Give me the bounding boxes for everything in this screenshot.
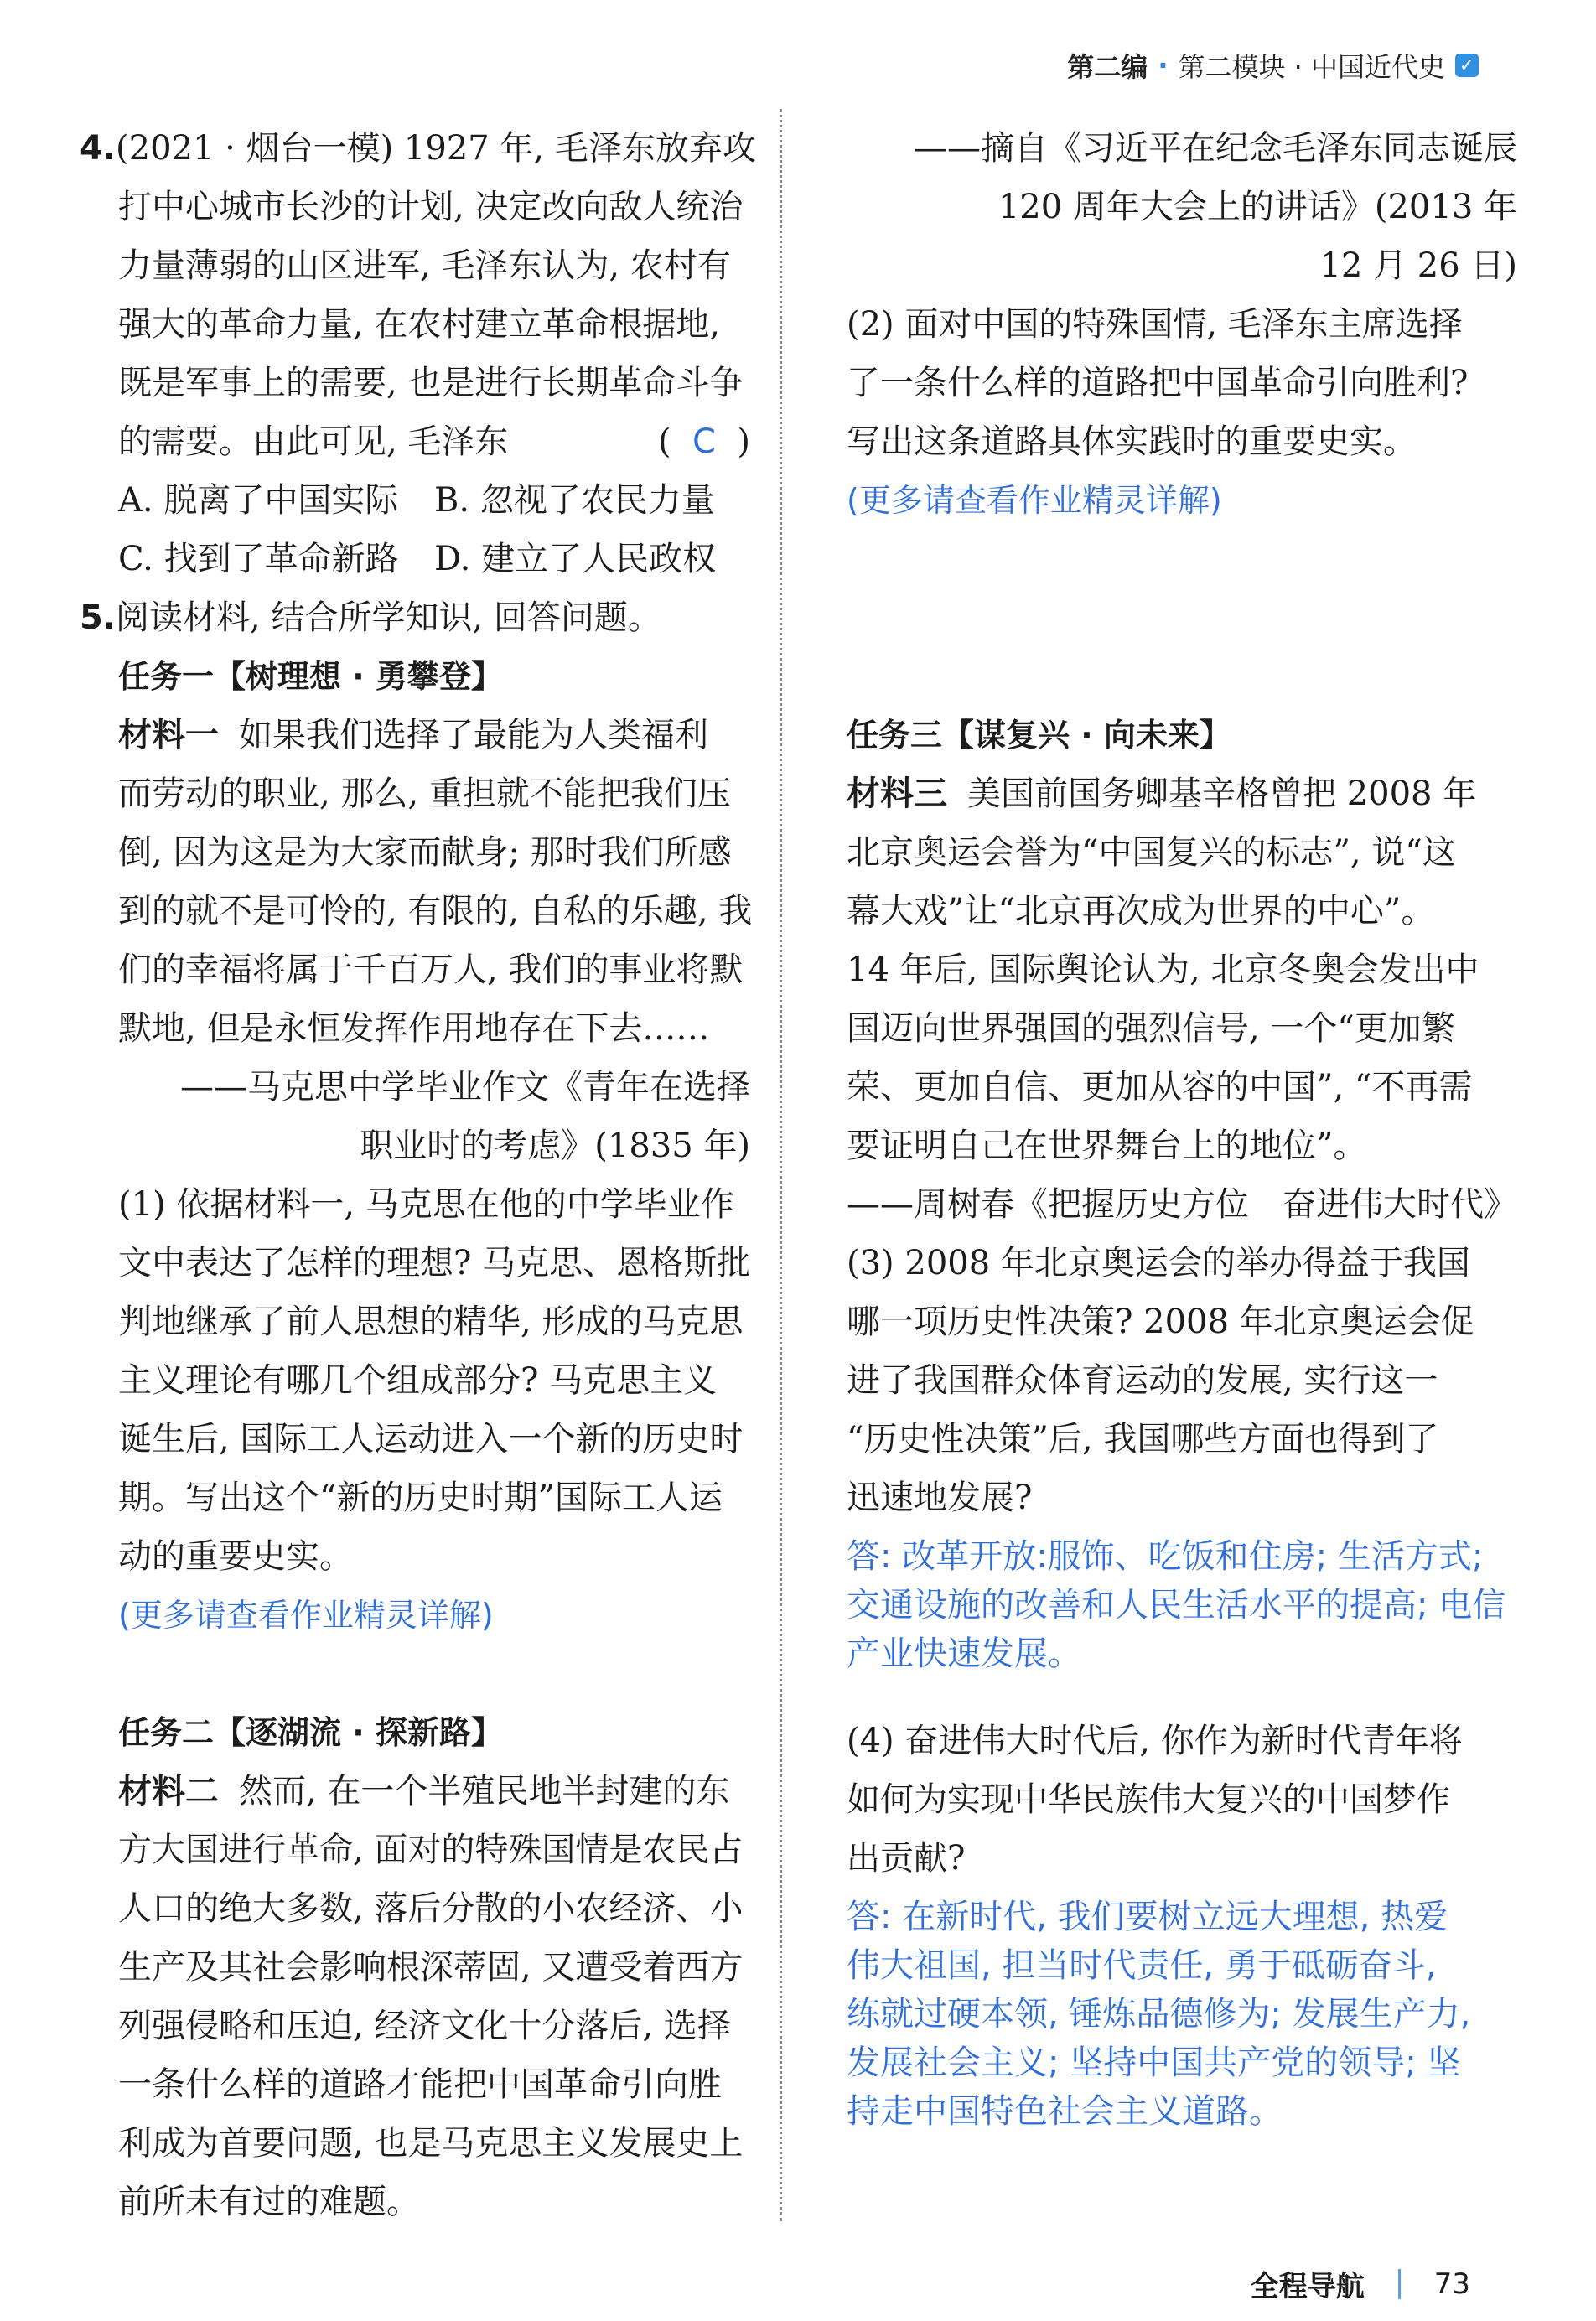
material-text-line: 14 年后, 国际舆论认为, 北京冬奥会发出中 xyxy=(847,951,1479,989)
answer-3 xyxy=(847,1532,1517,1678)
material-text-line: 而劳动的职业, 那么, 重担就不能把我们压 xyxy=(118,775,731,813)
material-text-line: 们的幸福将属于千百万人, 我们的事业将默 xyxy=(118,951,744,989)
question-number: 4. xyxy=(80,129,117,168)
subquestion-line: (3) 2008 年北京奥运会的举办得益于我国 xyxy=(847,1244,1470,1282)
more-details-link[interactable]: (更多请查看作业精灵详解) xyxy=(118,1597,494,1634)
material-text-line: 美国前国务卿基辛格曾把 2008 年 xyxy=(967,775,1477,813)
answer-line: 答: 在新时代, 我们要树立远大理想, 热爱 xyxy=(847,1898,1448,1936)
material-text-line: 生产及其社会影响根深蒂固, 又遭受着西方 xyxy=(118,1948,744,1987)
header-module: 第二模块 · 中国近代史 xyxy=(1178,51,1445,83)
material-text-line: 方大国进行革命, 面对的特殊国情是农民占 xyxy=(118,1831,744,1869)
material-text-line: 北京奥运会誉为“中国复兴的标志”, 说“这 xyxy=(847,833,1456,872)
answer-letter: C xyxy=(692,422,716,461)
question-text-line: 强大的革命力量, 在农村建立革命根据地, xyxy=(118,305,721,344)
material-text-line: 幕大戏”让“北京再次成为世界的中心”。 xyxy=(847,892,1435,930)
page-number: 73 xyxy=(1433,2267,1470,2301)
answer-line: 伟大祖国, 担当时代责任, 勇于砥砺奋斗, xyxy=(847,1946,1437,1985)
material-text-line: 默地, 但是永恒发挥作用地存在下去…… xyxy=(118,1009,710,1048)
subquestion-line: 进了我国群众体育运动的发展, 实行这一 xyxy=(847,1361,1438,1400)
question-intro: 阅读材料, 结合所学知识, 回答问题。 xyxy=(116,598,661,637)
subquestion-line: (4) 奋进伟大时代后, 你作为新时代青年将 xyxy=(847,1722,1463,1760)
subquestion-line: 迅速地发展? xyxy=(847,1479,1033,1517)
question-number: 5. xyxy=(80,598,117,637)
subquestion-line: 判地继承了前人思想的精华, 形成的马克思 xyxy=(118,1303,744,1341)
material-source: 120 周年大会上的讲话》(2013 年 xyxy=(998,188,1517,226)
material-source: ——周树春《把握历史方位 奋进伟大时代》 xyxy=(847,1185,1517,1224)
options-row xyxy=(80,471,750,530)
material-source: ——摘自《习近平在纪念毛泽东同志诞辰 xyxy=(914,129,1517,168)
subquestion-line: 诞生后, 国际工人运动进入一个新的历史时 xyxy=(118,1420,744,1458)
answer-line: 持走中国特色社会主义道路。 xyxy=(847,2092,1282,2131)
question-text-line: 打中心城市长沙的计划, 决定改向敌人统治 xyxy=(118,188,744,226)
answer-line: 产业快速发展。 xyxy=(847,1635,1081,1673)
material-text-line: 前所未有过的难题。 xyxy=(118,2183,420,2221)
question-text-line: (2021 · 烟台一模) 1927 年, 毛泽东放弃攻 xyxy=(116,129,756,168)
checkmark-icon: ✓ xyxy=(1455,54,1479,77)
answer-bracket: ( C ) xyxy=(657,422,750,461)
material-text-line: 要证明自己在世界舞台上的地位”。 xyxy=(847,1127,1367,1165)
subquestion-line: “历史性决策”后, 我国哪些方面也得到了 xyxy=(847,1420,1439,1458)
subquestion-line: 写出这条道路具体实践时的重要史实。 xyxy=(847,422,1417,461)
material-text-line: 然而, 在一个半殖民地半封建的东 xyxy=(239,1772,730,1811)
subquestion-line: 动的重要史实。 xyxy=(118,1537,353,1576)
material-text-line: 利成为首要问题, 也是马克思主义发展史上 xyxy=(118,2124,744,2163)
left-column xyxy=(80,119,756,2231)
answer-4 xyxy=(847,1893,1517,2136)
material-2-label: 材料二 xyxy=(118,1772,219,1811)
material-source: 职业时的考虑》(1835 年) xyxy=(360,1127,750,1165)
material-3-label: 材料三 xyxy=(847,775,947,813)
header-part: 第二编 xyxy=(1067,51,1148,83)
more-details-link[interactable]: (更多请查看作业精灵详解) xyxy=(847,482,1222,519)
options-row xyxy=(80,530,750,588)
answer-line: 交通设施的改善和人民生活水平的提高; 电信 xyxy=(847,1586,1506,1624)
material-text-line: 列强侵略和压迫, 经济文化十分落后, 选择 xyxy=(118,2007,731,2045)
answer-line: 发展社会主义; 坚持中国共产党的领导; 坚 xyxy=(847,2044,1461,2082)
subquestion-line: 了一条什么样的道路把中国革命引向胜利? xyxy=(847,364,1469,402)
header-dot: · xyxy=(1158,49,1168,81)
question-text-line: 的需要。由此可见, 毛泽东 xyxy=(118,422,509,461)
subquestion-line: 文中表达了怎样的理想? 马克思、恩格斯批 xyxy=(118,1244,751,1282)
page-footer xyxy=(1251,2263,1470,2304)
material-1-label: 材料一 xyxy=(118,716,219,754)
material-text-line: 国迈向世界强国的强烈信号, 一个“更加繁 xyxy=(847,1009,1455,1048)
subquestion-line: 主义理论有哪几个组成部分? 马克思主义 xyxy=(118,1361,718,1400)
option-a: A. 脱离了中国实际 xyxy=(118,481,399,520)
footer-separator xyxy=(1398,2269,1401,2299)
question-text-line: 既是军事上的需要, 也是进行长期革命斗争 xyxy=(118,364,744,402)
task-3-heading: 任务三【谋复兴 · 向未来】 xyxy=(847,717,1231,754)
subquestion-line: (2) 面对中国的特殊国情, 毛泽东主席选择 xyxy=(847,305,1463,344)
material-text-line: 一条什么样的道路才能把中国革命引向胜 xyxy=(118,2065,722,2104)
option-d: D. 建立了人民政权 xyxy=(434,540,717,578)
subquestion-line: 如何为实现中华民族伟大复兴的中国梦作 xyxy=(847,1780,1450,1819)
material-text-line: 荣、更加自信、更加从容的中国”, “不再需 xyxy=(847,1068,1473,1106)
option-b: B. 忽视了农民力量 xyxy=(434,481,715,520)
subquestion-line: 出贡献? xyxy=(847,1839,966,1878)
question-5 xyxy=(80,588,753,2231)
material-text-line: 如果我们选择了最能为人类福利 xyxy=(239,716,708,754)
footer-title: 全程导航 xyxy=(1250,2270,1365,2303)
question-4 xyxy=(80,119,756,588)
column-divider xyxy=(780,109,782,2221)
answer-line: 练就过硬本领, 锤炼品德修为; 发展生产力, xyxy=(847,1995,1471,2033)
running-header xyxy=(1067,46,1479,85)
material-text-line: 人口的绝大多数, 落后分散的小农经济、小 xyxy=(118,1889,744,1928)
material-text-line: 到的就不是可怜的, 有限的, 自私的乐趣, 我 xyxy=(118,892,753,930)
task-2-heading: 任务二【逐湖流 · 探新路】 xyxy=(118,1714,503,1751)
material-source: ——马克思中学毕业作文《青年在选择 xyxy=(180,1068,750,1106)
subquestion-line: (1) 依据材料一, 马克思在他的中学毕业作 xyxy=(118,1185,734,1224)
question-text-line: 力量薄弱的山区进军, 毛泽东认为, 农村有 xyxy=(118,246,731,285)
material-text-line: 倒, 因为这是为大家而献身; 那时我们所感 xyxy=(118,833,732,872)
task-1-heading: 任务一【树理想 · 勇攀登】 xyxy=(118,658,503,695)
answer-line: 答: 改革开放:服饰、吃饭和住房; 生活方式; xyxy=(847,1537,1484,1576)
right-column xyxy=(847,119,1517,2136)
material-source: 12 月 26 日) xyxy=(1319,246,1517,285)
option-c: C. 找到了革命新路 xyxy=(118,540,399,578)
subquestion-line: 期。写出这个“新的历史时期”国际工人运 xyxy=(118,1479,723,1517)
subquestion-line: 哪一项历史性决策? 2008 年北京奥运会促 xyxy=(847,1303,1474,1341)
